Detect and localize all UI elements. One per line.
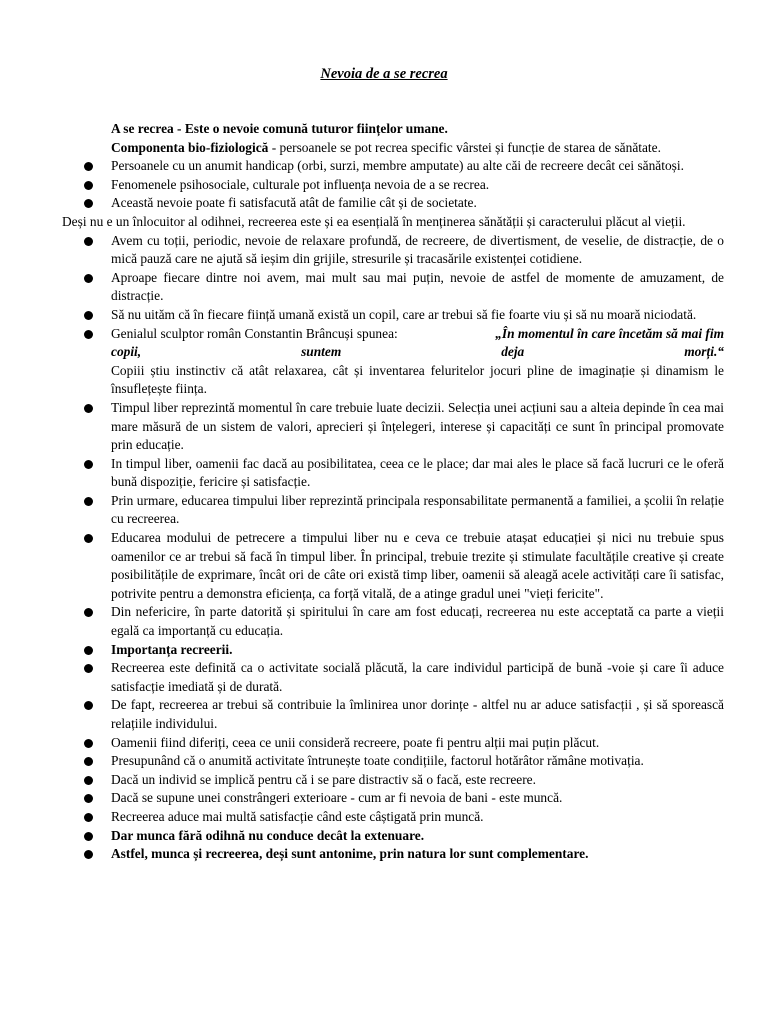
list-item-text: Fenomenele psihosociale, culturale pot influența nevoia de a se recrea.: [111, 176, 490, 192]
bullet-icon: [84, 608, 93, 617]
document-title: Nevoia de a se recrea: [320, 66, 448, 82]
list-item: [62, 696, 724, 733]
list-item-text: Avem cu toții, periodic, nevoie de relaxare profundă, de recreere, de divertisment, de veselie, de distracție, de o mică pauză care ne ajută să ieșim din grijile, stresurile și tracasările existenței cotidiene.: [111, 232, 724, 267]
component-paragraph: [62, 139, 724, 158]
bullet-icon: [84, 757, 93, 766]
bullet-icon: [84, 460, 93, 469]
list-item-text: Presupunând că o anumită activitate întrunește toate condițiile, factorul hotărâtor rămâne motivația.: [111, 753, 644, 769]
brancusi-follow: Copiii știu instinctiv că atât relaxarea, cât și inventarea feluritelor jocuri pline de imaginație și dinamism le însuflețește ființa.: [111, 362, 724, 397]
bullet-icon: [84, 794, 93, 803]
bullet-icon: [84, 534, 93, 543]
list-item-text: Recreerea este definită ca o activitate socială plăcută, la care individul participă de bună -voie și care îi aduce satisfacție imediată și de durată.: [111, 660, 724, 694]
list-item-text: Această nevoie poate fi satisfacută atât de familie cât și de societate.: [111, 195, 477, 211]
brancusi-line-1: [111, 325, 724, 344]
bullet-icon: [84, 237, 93, 246]
quote-word: deja: [501, 344, 525, 360]
list-item-text: Dar munca fără odihnă nu conduce decât la extenuare.: [111, 827, 425, 843]
list-item: [62, 157, 724, 176]
list-item-text: Să nu uităm că în fiecare ființă umană există un copil, care ar trebui să fie foarte viu și să nu moară niciodată.: [111, 306, 697, 322]
bullet-icon: [84, 330, 93, 339]
list-item: [62, 659, 724, 696]
bullet-icon: [84, 739, 93, 748]
quote-word: copii,: [111, 344, 142, 360]
bullet-icon: [84, 664, 93, 673]
list-item: [62, 771, 724, 790]
list-item: [62, 492, 724, 529]
importance-heading: Importanța recreerii.: [111, 641, 233, 657]
bullet-icon: [84, 274, 93, 283]
bullet-icon: [84, 404, 93, 413]
importance-heading-item: [62, 641, 724, 660]
list-item-text: Dacă se supune unei constrângeri exterioare - cum ar fi nevoia de bani - este muncă.: [111, 790, 563, 806]
list-item-text: Din nefericire, în parte datorită și spiritului în care am fost educați, recreerea nu este acceptată ca parte a vieții egală ca importanță cu educația.: [111, 604, 724, 639]
list-item-text: Oamenii fiind diferiți, ceea ce unii consideră recreere, poate fi pentru alții mai puțin plăcut.: [111, 734, 600, 750]
bullet-icon: [84, 850, 93, 859]
list-item-text: Astfel, munca și recreerea, deși sunt antonime, prin natura lor sunt complementare.: [111, 846, 589, 862]
intro-line: A se recrea - Este o nevoie comună tuturor ființelor umane.: [111, 121, 448, 136]
list-item-text: Timpul liber reprezintă momentul în care trebuie luate decizii. Selecția unei acțiuni sau a alteia depinde în cea mai mare măsură de un sistem de valori, aprecieri și înțelegeri, interese și capacități ce sunt în principal promovate prin educație.: [111, 399, 724, 453]
list-item: [62, 176, 724, 195]
bullet-icon: [84, 311, 93, 320]
component-label: Componenta bio-fiziologică: [111, 139, 269, 155]
bullet-icon: [84, 199, 93, 208]
bullet-icon: [84, 701, 93, 710]
list-item: [62, 529, 724, 603]
list-item: [62, 194, 724, 213]
list-item-text: Educarea modului de petrecere a timpului liber nu e ceva ce trebuie atașat educației și nici nu trebuie spus oamenilor ce ar trebui să facă în timpul liber. În principal, trebuie trezite și stimulate facultățile creative și create posibilitățile de exprimare, încât ori de câte ori există timp liber, oamenii să aleagă acele activități care îi satisfac, potrivite pentru a demonstra eficiența, ca forță vitală, de a atinge gradul unei "vieți fericite".: [111, 530, 724, 601]
list-item: [62, 789, 724, 808]
component-text: - persoanele se pot recrea specific vârstei și funcție de starea de sănătate.: [268, 139, 661, 155]
bullet-icon: [84, 646, 93, 655]
list-item: [62, 306, 724, 325]
document-body: [62, 120, 724, 864]
list-item-text: Prin urmare, educarea timpului liber reprezintă principala responsabilitate permanentă a familiei, a școlii în relație cu recreerea.: [111, 492, 724, 527]
bullet-icon: [84, 832, 93, 841]
list-item: [62, 455, 724, 492]
bullet-icon: [84, 776, 93, 785]
list-item: [62, 752, 724, 771]
list-item-text: Persoanele cu un anumit handicap (orbi, surzi, membre amputate) au alte căi de recreere decât cei sănătoși.: [111, 158, 684, 174]
list-item: [62, 603, 724, 640]
brancusi-line-2: [111, 343, 724, 362]
list-item-text: Dacă un individ se implică pentru că i se pare distractiv să o facă, este recreere.: [111, 771, 536, 787]
list-item: [62, 399, 724, 455]
brancusi-quote-start: „În momentul în care încetăm să mai fim: [495, 325, 724, 341]
list-item-text: De fapt, recreerea ar trebui să contribuie la îmlinirea unor dorințe - altfel nu ar aduce satisfacții , și să sporească relațiile individului.: [111, 697, 724, 731]
brancusi-item: [62, 325, 724, 399]
list-item: [62, 269, 724, 306]
bullet-icon: [84, 497, 93, 506]
list-item: [62, 845, 724, 864]
list-item-text: Recreerea aduce mai multă satisfacție când este câștigată prin muncă.: [111, 808, 484, 824]
list-item-text: In timpul liber, oamenii fac dacă au posibilitatea, ceea ce le place; dar mai ales le place să facă lucruri ce le oferă bună dispoziție, fericire și satisfacție.: [111, 455, 724, 490]
body-paragraph: Deși nu e un înlocuitor al odihnei, recreerea este și ea esențială în menținerea sănătății și caracterului plăcut al vieții.: [62, 213, 686, 229]
list-item: [62, 827, 724, 846]
quote-word: morți.“: [684, 344, 724, 360]
bullet-icon: [84, 162, 93, 171]
list-item: [62, 808, 724, 827]
quote-word: suntem: [301, 344, 342, 360]
bullet-icon: [84, 813, 93, 822]
brancusi-intro: Genialul sculptor român Constantin Brâncuși spunea:: [111, 325, 398, 341]
bullet-icon: [84, 181, 93, 190]
list-item: [62, 232, 724, 269]
list-item: [62, 734, 724, 753]
list-item-text: Aproape fiecare dintre noi avem, mai mult sau mai puțin, nevoie de astfel de momente de amuzament, de distracție.: [111, 269, 724, 304]
